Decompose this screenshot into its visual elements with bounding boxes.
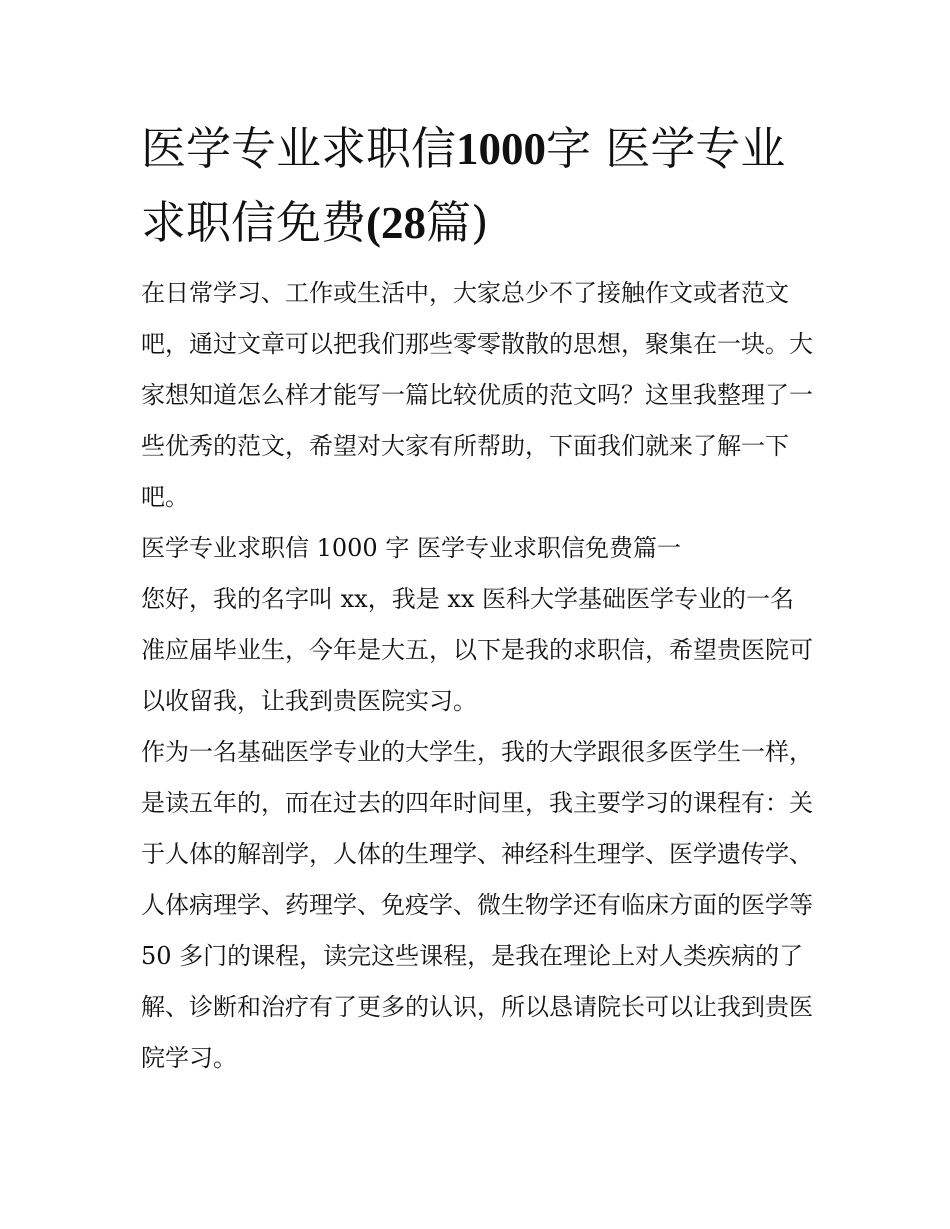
body-paragraph: 作为一名基础医学专业的大学生，我的大学跟很多医学生一样，是读五年的，而在过去的四年时间里，我主要学习的课程有：关于人体的解剖学，人体的生理学、神经科生理学、医学遗传学、人体病理学、药理学、免疫学、微生物学还有临床方面的医学等 50 多门的课程，读完这些课程，是我在理论上对人类疾病的了解、诊断和治疗有了更多的认识，所以恳请院长可以让我到贵医院学习。: [141, 738, 813, 1072]
body-paragraph: 您好，我的名字叫 xx，我是 xx 医科大学基础医学专业的一名准应届毕业生，今年是大五，以下是我的求职信，希望贵医院可以收留我，让我到贵医院实习。: [141, 585, 813, 715]
section-heading: 医学专业求职信 1000 字 医学专业求职信免费篇一: [141, 534, 681, 562]
title-number: 1000: [456, 124, 547, 174]
title-part-2: 字 医学专业求职信免费: [141, 122, 786, 249]
document-body: [141, 112, 813, 1084]
title-number-2: (28: [366, 198, 427, 248]
title-part-3: 篇): [426, 196, 489, 249]
document-title: [141, 112, 813, 260]
intro-paragraph: 在日常学习、工作或生活中，大家总少不了接触作文或者范文吧，通过文章可以把我们那些零零散散的思想，聚集在一块。大家想知道怎么样才能写一篇比较优质的范文吗？这里我整理了一些优秀的范文，希望对大家有所帮助，下面我们就来了解一下吧。: [141, 279, 813, 511]
title-part-1: 医学专业求职信: [141, 122, 457, 175]
